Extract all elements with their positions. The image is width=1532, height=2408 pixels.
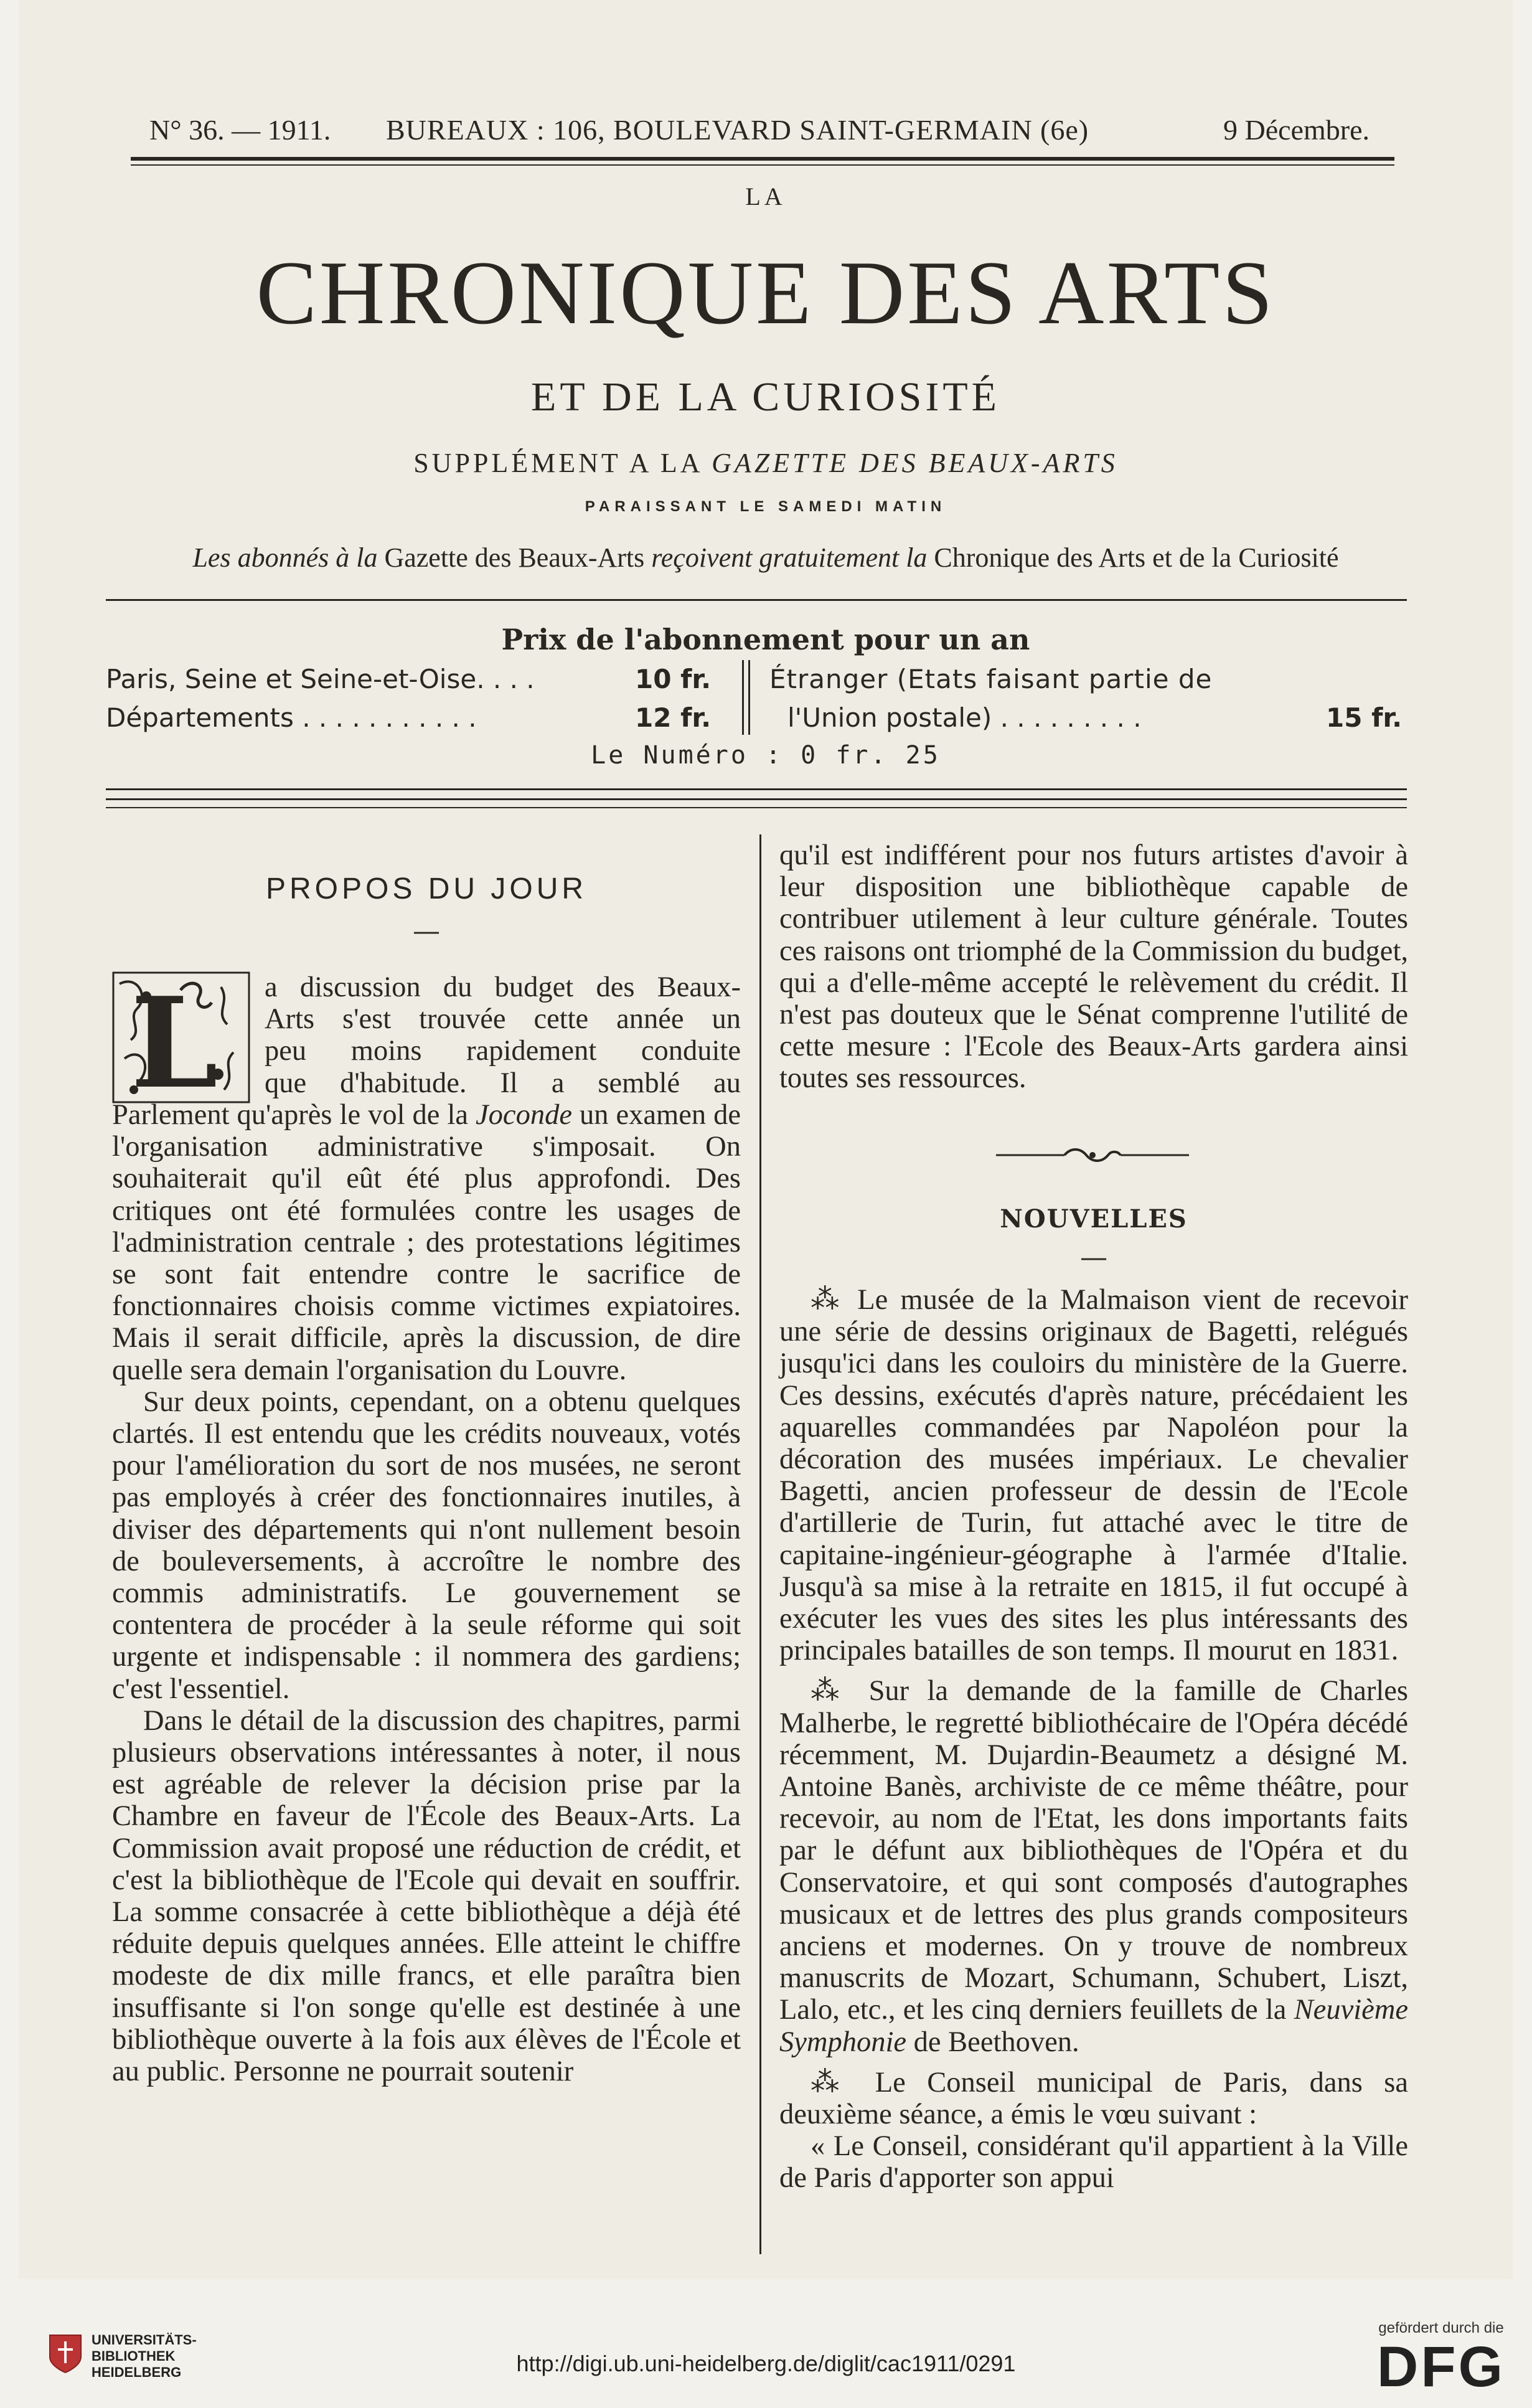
prix-rule-3 xyxy=(106,807,1407,808)
masthead-note xyxy=(19,542,1513,574)
propos-heading: PROPOS DU JOUR xyxy=(265,872,588,905)
library-line-3: HEIDELBERG xyxy=(92,2364,182,2380)
drop-cap-l-ornament xyxy=(112,971,250,1103)
prix-title: Prix de l'abonnement pour un an xyxy=(501,623,1030,656)
masthead-supplement xyxy=(19,447,1513,479)
propos-dash: — xyxy=(413,915,440,947)
opening-line-2: Arts s'est trouvée cette année un xyxy=(265,1003,741,1036)
prix-paris-label: Paris, Seine et Seine-et-Oise. . . . xyxy=(106,664,535,694)
library-line-2: BIBLIOTHEK xyxy=(92,2348,176,2364)
propos-paragraph-3: Dans le détail de la discussion des chapitres, parmi plusieurs observations intéressantes à noter, il nous est agréable de relever la décision prise par la Chambre en faveur de l'École des Beaux-Arts. La Commission avait proposé une réduction de crédit, et c'est la bibliothèque de l'Ecole qui devait en souffrir. La somme consacrée à cette bibliothèque a déjà été réduite depuis quelques années. Elle atteint le chiffre modeste de dix mille francs, et elle paraîtra bien insuffisante si l'on songe qu'elle est destinée à une bibliothèque ouverte à la fois aux élèves de l'École et au public. Personne ne pourrait soutenir xyxy=(112,1704,741,2088)
masthead-title: CHRONIQUE DES ARTS xyxy=(256,242,1276,343)
nouvelle-2: ⁂ Sur la demande de la famille de Charles Malherbe, le regretté bibliothécaire de l'Opéra décédé récemment, M. Dujardin-Beaumetz a désigné M. Antoine Banès, archiviste de ce même théâtre, pour recevoir, au nom de l'Etat, les dons importants faits par le défunt aux bibliothèques de l'Opéra et du Conservatoire, et qui sont composés d'autographes musicaux et de lettres des plus grands compositeurs anciens et modernes. On y trouve de nombreux manuscrits de Mozart, Schumann, Schubert, Liszt, Lalo, etc., et les cinq derniers feuillets de la Neuvième Symphonie de Beethoven. xyxy=(779,1675,1409,2058)
nouvelles-article xyxy=(779,1284,1408,2194)
prix-divider-2 xyxy=(748,660,750,735)
gefordert-label: gefördert durch die xyxy=(1378,2320,1504,2336)
prix-paris-price: 10 fr. xyxy=(635,664,712,694)
bureaux-address: BUREAUX : 106, BOULEVARD SAINT-GERMAIN (6e) xyxy=(386,114,1089,146)
dfg-logo xyxy=(1366,2320,1516,2397)
propos-opening xyxy=(112,971,741,1103)
propos-paragraph-2: Sur deux points, cependant, on a obtenu quelques clartés. Il est entendu que les crédits nouveaux, votés pour l'amélioration du sort de nos musées, ne seront pas employés à créer des fonctionnaires inutiles, à diviser des départements qui n'ont nullement besoin de bouleversements, à accroître le nombre des commis administratifs. Le gouvernement se contentera de procéder à la seule réforme qui soit urgente et indispensable : il nommera des gardiens; c'est l'essentiel. xyxy=(112,1386,741,1705)
prix-numero: Le Numéro : 0 fr. 25 xyxy=(591,741,941,770)
prix-etranger-price: 15 fr. xyxy=(1326,702,1403,733)
ornament-divider xyxy=(996,1146,1189,1164)
header-rule-thin xyxy=(131,164,1394,166)
nouvelle-1: ⁂ Le musée de la Malmaison vient de recevoir une série de dessins originaux de Bagetti, relégués jusqu'ici dans les couloirs du ministère de la Guerre. Ces dessins, exécutés d'après nature, précédaient les aquarelles commandées par Napoléon pour la décoration des musées impériaux. Le chevalier Bagetti, ancien professeur de dessin de l'Ecole d'artillerie de Turin, fut attaché avec le titre de capitaine-ingénieur-géographe à l'armée d'Italie. Jusqu'à sa mise à la retraite en 1815, il fut occupé à exécuter les vues des sites les plus intéressants des principales batailles de son temps. Il mourut en 1831. xyxy=(779,1284,1409,1667)
source-url-link[interactable]: http://digi.ub.uni-heidelberg.de/diglit/cac1911/0291 xyxy=(516,2351,1016,2376)
prix-divider-1 xyxy=(742,660,744,735)
propos-article xyxy=(112,971,741,2087)
prix-rule-2 xyxy=(106,798,1407,800)
masthead-rule xyxy=(106,599,1407,601)
drop-cap-letter: L xyxy=(130,971,219,1103)
opening-line-3: peu moins rapidement conduite xyxy=(265,1035,741,1067)
supplement-prefix: SUPPLÉMENT A LA xyxy=(413,448,702,478)
prix-etranger-2: l'Union postale) . . . . . . . . . xyxy=(787,702,1142,733)
propos-paragraph-1: Parlement qu'après le vol de la Joconde un examen de l'organisation administrative s'imposait. On souhaiterait qu'il eût été plus approfondi. Des critiques ont été formulées contre les usages de l'administration centrale ; des protestations légitimes se sont fait entendre contre le sacrifice de fonctionnaires choisis comme victimes expiatoires. Mais il serait difficile, après la discussion, de dire quelle sera demain l'organisation du Louvre. xyxy=(112,1099,741,1386)
newspaper-page xyxy=(19,0,1513,2279)
supplement-gazette: GAZETTE DES BEAUX-ARTS xyxy=(712,448,1118,478)
header-rule xyxy=(131,157,1394,161)
prix-rule-1 xyxy=(106,788,1407,790)
opening-lines xyxy=(265,971,741,1099)
column-divider xyxy=(759,834,761,2254)
propos-paragraph-4: qu'il est indifférent pour nos futurs artistes d'avoir à leur disposition une bibliothèque capable de contribuer utilement à leur culture générale. Toutes ces raisons ont triomphé de la Commission du budget, qui a d'elle-même accepté le relèvement du crédit. Il n'est pas douteux que le Sénat comprenne l'utilité de cette mesure : l'Ecole des Beaux-Arts gardera ainsi toutes ses ressources. xyxy=(779,839,1408,1095)
prix-dept-price: 12 fr. xyxy=(635,702,712,733)
note-part-1: Les abonnés à la xyxy=(192,542,378,573)
note-part-2: Gazette des Beaux-Arts xyxy=(384,542,645,573)
header-line xyxy=(149,113,1394,151)
dfg-wordmark: DFG xyxy=(1376,2335,1506,2399)
nouvelle-3: ⁂ Le Conseil municipal de Paris, dans sa deuxième séance, a émis le vœu suivant : xyxy=(779,2066,1409,2131)
nouvelles-heading: NOUVELLES xyxy=(1000,1204,1188,1234)
masthead-paraissant: PARAISSANT LE SAMEDI MATIN xyxy=(585,498,947,515)
nouvelle-3-quote: « Le Conseil, considérant qu'il appartient à la Ville de Paris d'apporter son appui xyxy=(779,2130,1408,2194)
propos-continuation xyxy=(779,839,1408,1095)
note-part-4: Chronique des Arts et de la Curiosité xyxy=(934,542,1339,573)
library-line-1: UNIVERSITÄTS- xyxy=(92,2332,197,2348)
note-part-3: reçoivent gratuitement la xyxy=(651,542,928,573)
masthead-subtitle: ET DE LA CURIOSITÉ xyxy=(531,374,1000,420)
opening-line-1: a discussion du budget des Beaux- xyxy=(265,971,741,1003)
prix-etranger-1: Étranger (Etats faisant partie de xyxy=(769,664,1213,694)
opening-line-4: que d'habitude. Il a semblé au xyxy=(265,1067,741,1099)
issue-date: 9 Décembre. xyxy=(1223,114,1370,146)
nouvelles-dash: — xyxy=(1080,1242,1107,1273)
masthead-la: LA xyxy=(745,182,786,210)
prix-dept-label: Départements . . . . . . . . . . . xyxy=(106,702,477,733)
issue-number: N° 36. — 1911. xyxy=(149,114,331,146)
